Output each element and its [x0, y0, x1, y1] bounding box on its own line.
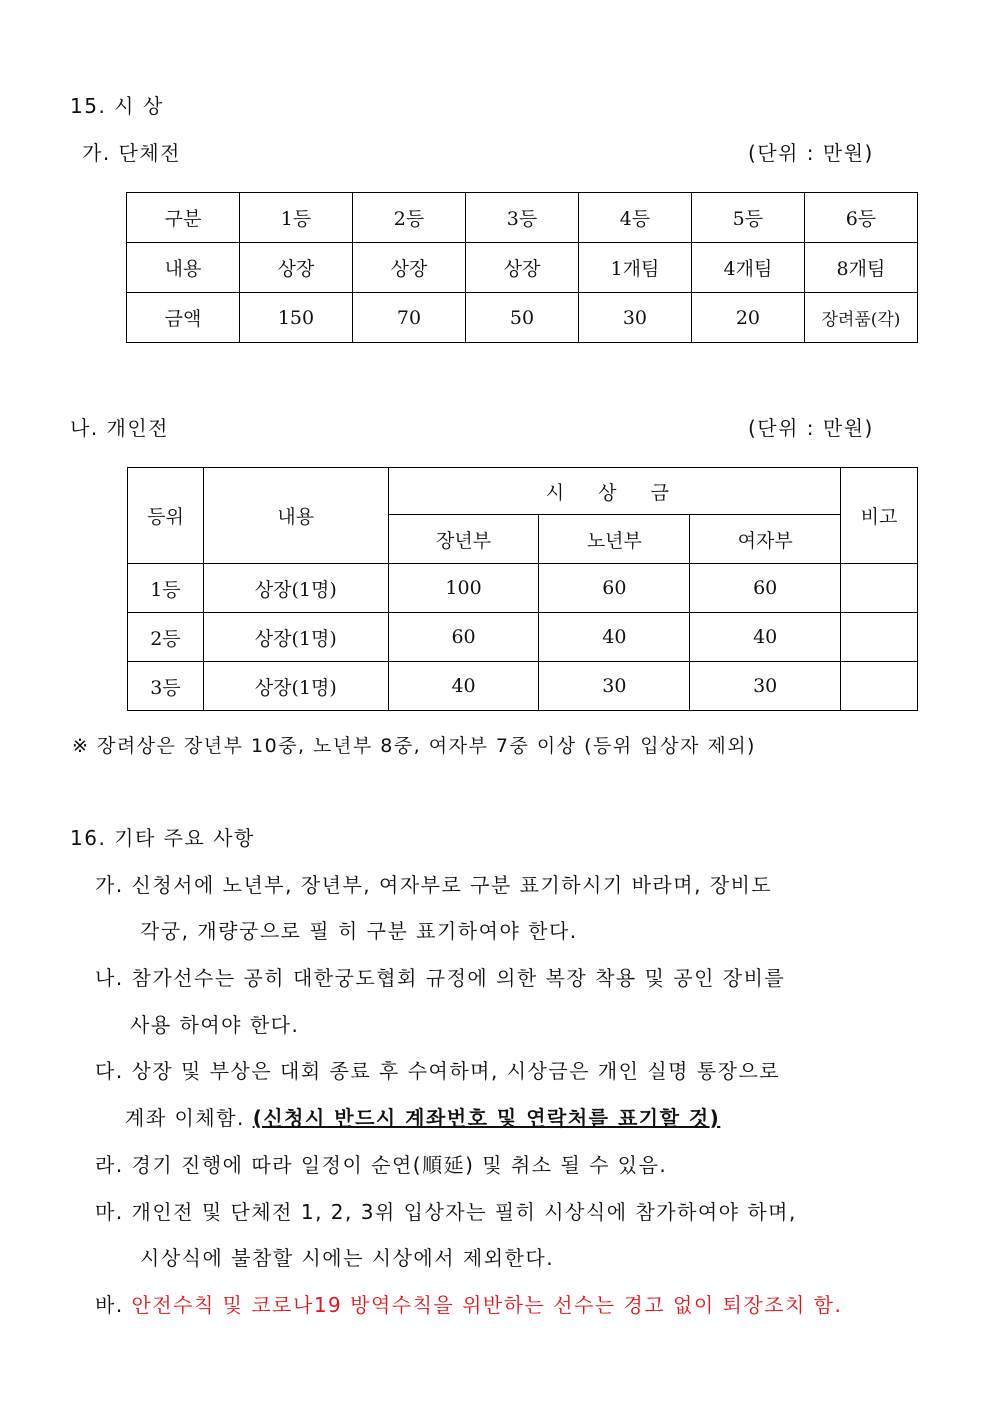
table-cell: 150	[239, 293, 352, 343]
table-cell	[841, 613, 918, 662]
table-cell	[841, 564, 918, 613]
header-division: 노년부	[539, 515, 690, 564]
table-cell: 상장	[353, 243, 466, 293]
table-cell: 금액	[127, 293, 240, 343]
item-da-line1: 다. 상장 및 부상은 대회 종료 후 수여하며, 시상금은 개인 실명 통장으로	[95, 1059, 781, 1083]
table-cell: 상장(1명)	[203, 662, 388, 711]
table-row	[128, 564, 918, 613]
table-cell: 구분	[127, 193, 240, 243]
header-prize: 시 상 금	[388, 468, 840, 515]
table-cell: 60	[690, 564, 841, 613]
table-cell: 30	[578, 293, 691, 343]
table-cell: 4등	[578, 193, 691, 243]
table-row	[128, 613, 918, 662]
table-cell: 6등	[804, 193, 917, 243]
encouragement-note: ※ 장려상은 장년부 10중, 노년부 8중, 여자부 7중 이상 (등위 입상자 제외)	[72, 735, 756, 757]
item-da-line2	[125, 1104, 720, 1132]
team-unit-label: (단위 : 만원)	[748, 141, 874, 165]
individual-event-title: 나. 개인전	[70, 416, 169, 440]
table-cell: 100	[388, 564, 539, 613]
table-cell: 40	[539, 613, 690, 662]
item-ba-label: 바.	[95, 1293, 132, 1317]
table-row	[127, 193, 918, 243]
table-cell: 3등	[128, 662, 204, 711]
item-ba-line1	[95, 1291, 842, 1319]
table-cell: 상장	[465, 243, 578, 293]
table-cell: 5등	[691, 193, 804, 243]
item-ba-warning: 안전수칙 및 코로나19 방역수칙을 위반하는 선수는 경고 없이 퇴장조치 함.	[131, 1293, 843, 1317]
item-ma-line2: 시상식에 불참할 시에는 시상에서 제외한다.	[140, 1246, 555, 1270]
individual-prize-table	[127, 467, 918, 711]
item-da-text: 계좌 이체함.	[125, 1106, 253, 1130]
table-cell: 2등	[353, 193, 466, 243]
table-cell: 70	[353, 293, 466, 343]
header-rank: 등위	[128, 468, 204, 564]
table-cell: 40	[388, 662, 539, 711]
table-cell: 1등	[128, 564, 204, 613]
table-cell: 2등	[128, 613, 204, 662]
item-ga-line2: 각궁, 개량궁으로 필 히 구분 표기하여야 한다.	[140, 919, 578, 943]
item-ra-line1: 라. 경기 진행에 따라 일정이 순연(順延) 및 취소 될 수 있음.	[95, 1153, 668, 1177]
item-na-line1: 나. 참가선수는 공히 대한궁도협회 규정에 의한 복장 착용 및 공인 장비를	[95, 966, 786, 990]
header-division: 여자부	[690, 515, 841, 564]
table-row	[127, 293, 918, 343]
header-note: 비고	[841, 468, 918, 564]
section-15-title: 15. 시 상	[70, 94, 164, 118]
table-cell: 상장(1명)	[203, 564, 388, 613]
table-cell: 30	[539, 662, 690, 711]
item-da-emphasis: (신청시 반드시 계좌번호 및 연락처를 표기할 것)	[252, 1106, 721, 1130]
table-cell: 40	[690, 613, 841, 662]
table-cell: 8개팀	[804, 243, 917, 293]
table-row	[128, 662, 918, 711]
header-content: 내용	[203, 468, 388, 564]
table-cell: 상장(1명)	[203, 613, 388, 662]
table-cell: 1등	[239, 193, 352, 243]
table-cell	[841, 662, 918, 711]
table-cell: 장려품(각)	[804, 293, 917, 343]
item-ga-line1: 가. 신청서에 노년부, 장년부, 여자부로 구분 표기하시기 바라며, 장비도	[95, 873, 773, 897]
table-row	[127, 243, 918, 293]
individual-unit-label: (단위 : 만원)	[748, 416, 874, 440]
table-cell: 3등	[465, 193, 578, 243]
team-event-title: 가. 단체전	[82, 141, 181, 165]
item-ma-line1: 마. 개인전 및 단체전 1, 2, 3위 입상자는 필히 시상식에 참가하여야 하며,	[95, 1200, 797, 1224]
table-cell: 내용	[127, 243, 240, 293]
table-cell: 4개팀	[691, 243, 804, 293]
table-cell: 20	[691, 293, 804, 343]
table-cell: 50	[465, 293, 578, 343]
table-cell: 60	[388, 613, 539, 662]
team-prize-table	[126, 192, 918, 343]
section-16-title: 16. 기타 주요 사항	[70, 826, 255, 850]
table-cell: 상장	[239, 243, 352, 293]
header-division: 장년부	[388, 515, 539, 564]
item-na-line2: 사용 하여야 한다.	[130, 1013, 300, 1037]
table-header-row	[128, 468, 918, 515]
table-cell: 60	[539, 564, 690, 613]
table-cell: 30	[690, 662, 841, 711]
table-cell: 1개팀	[578, 243, 691, 293]
